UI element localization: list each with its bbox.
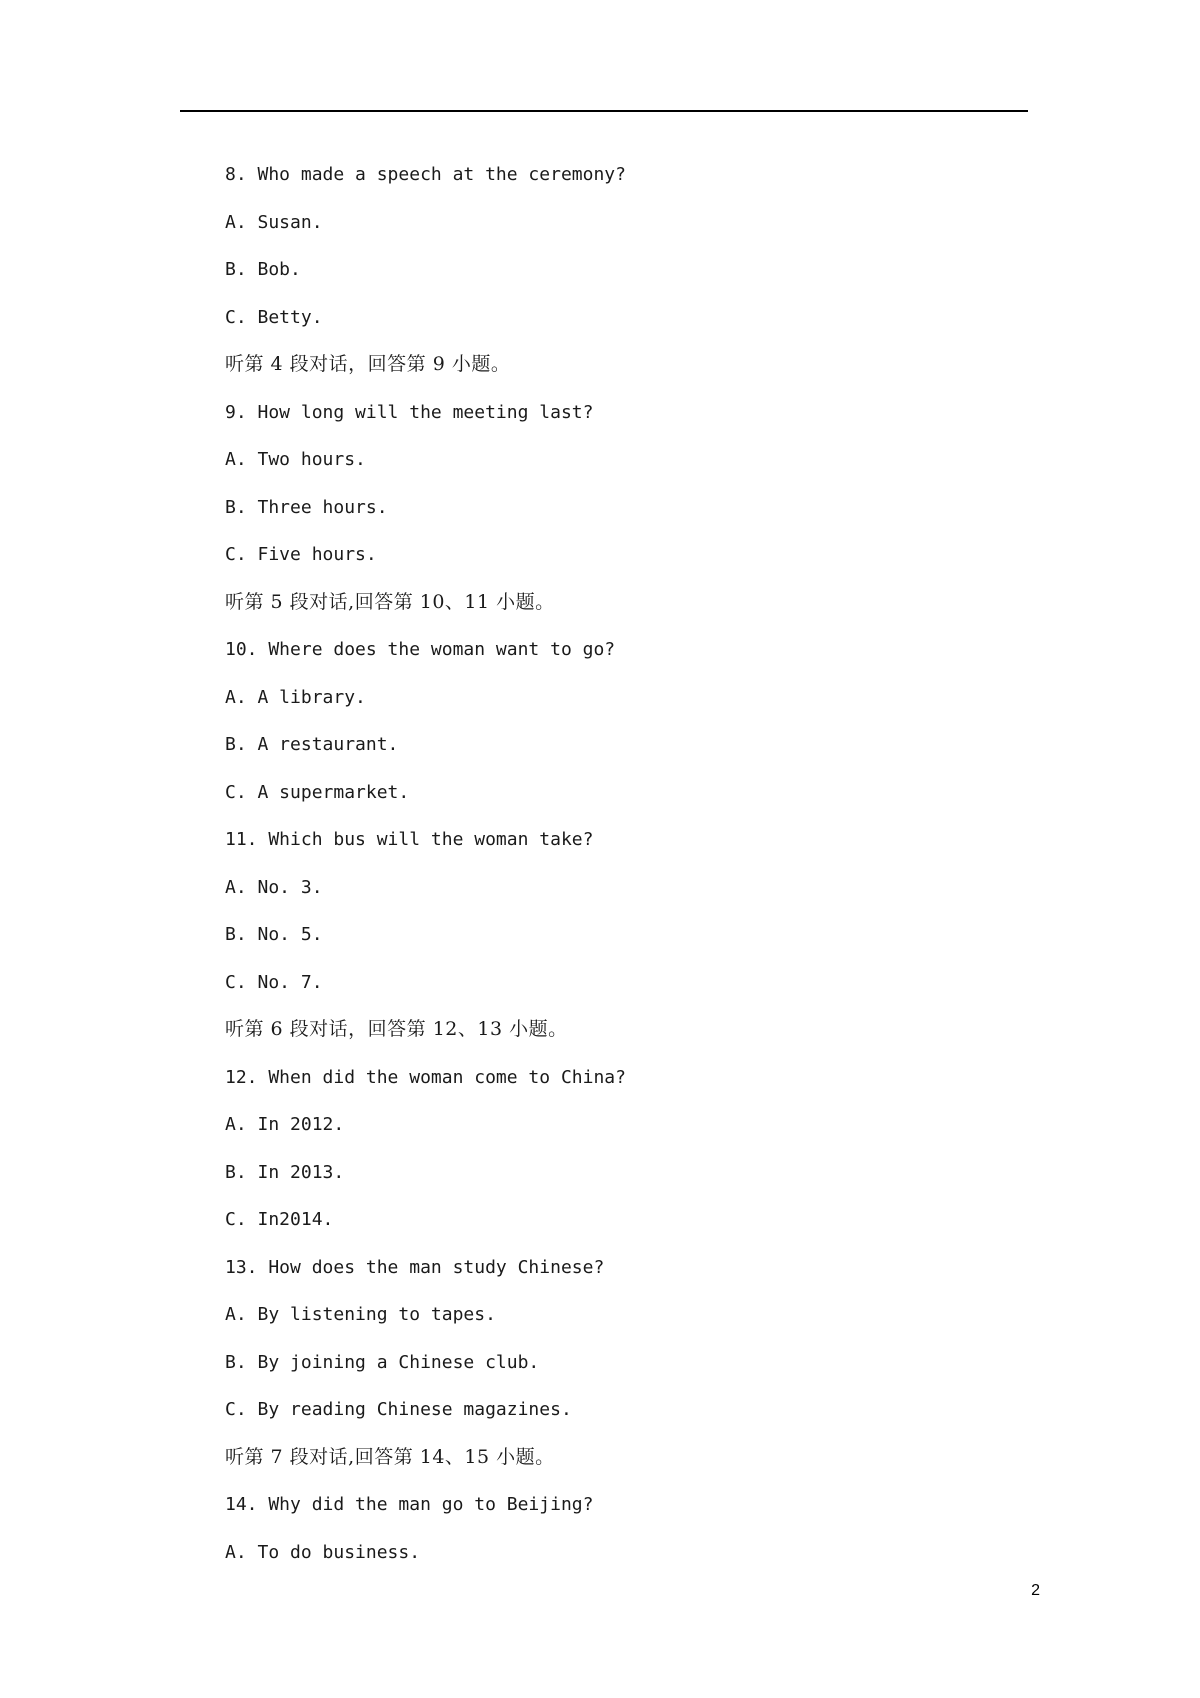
page-number: 2 [1031, 1582, 1040, 1599]
option-line: B. By joining a Chinese club. [225, 1351, 540, 1373]
option-line: C. In2014. [225, 1209, 334, 1230]
option-line: B. Three hours. [225, 496, 388, 518]
option-line: A. No. 3. [225, 876, 323, 898]
option-line: B. A restaurant. [225, 734, 399, 755]
option-line: C. Five hours. [225, 544, 377, 565]
option-line: C. A supermarket. [225, 781, 410, 803]
question-line: 12. When did the woman come to China? [225, 1066, 626, 1088]
section-instruction: 听第 7 段对话,回答第 14、15 小题。 [225, 1445, 555, 1468]
question-line: 8. Who made a speech at the ceremony? [225, 164, 626, 185]
option-line: A. A library. [225, 686, 366, 708]
question-line: 10. Where does the woman want to go? [225, 639, 616, 660]
section-instruction: 听第 4 段对话，回答第 9 小题。 [225, 353, 511, 375]
section-instruction: 听第 6 段对话，回答第 12、13 小题。 [225, 1018, 568, 1040]
option-line: B. No. 5. [225, 924, 323, 945]
option-line: A. By listening to tapes. [225, 1304, 496, 1325]
option-line: B. In 2013. [225, 1161, 345, 1183]
option-line: A. To do business. [225, 1541, 421, 1563]
option-line: A. Susan. [225, 211, 323, 233]
document-body [225, 151, 1028, 1576]
option-line: A. Two hours. [225, 449, 366, 470]
option-line: C. Betty. [225, 306, 323, 328]
question-line: 9. How long will the meeting last? [225, 401, 594, 423]
option-line: B. Bob. [225, 259, 301, 280]
question-line: 13. How does the man study Chinese? [225, 1256, 605, 1278]
option-line: C. No. 7. [225, 971, 323, 993]
question-line: 11. Which bus will the woman take? [225, 829, 594, 850]
option-line: A. In 2012. [225, 1114, 345, 1135]
section-instruction: 听第 5 段对话,回答第 10、11 小题。 [225, 590, 555, 613]
option-line: C. By reading Chinese magazines. [225, 1399, 572, 1420]
header-divider [180, 110, 1028, 112]
question-line: 14. Why did the man go to Beijing? [225, 1494, 594, 1515]
